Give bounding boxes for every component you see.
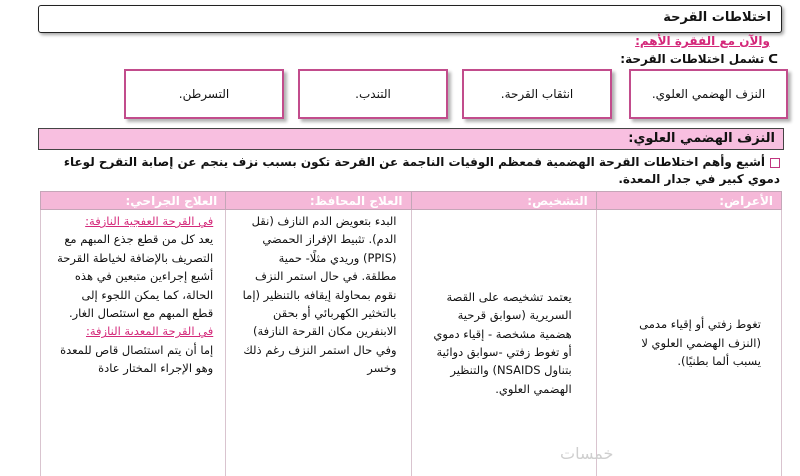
cell-conservative [226,210,411,476]
cell-surgical [41,210,226,476]
bullet-marker-icon: ᑕ [768,52,778,66]
complication-box: التسرطن. [124,69,284,119]
section-title-bar [38,128,784,150]
duodenal-text: يعد كل من قطع جذع المبهم مع التصريف بالإضافة لخياطة القرحة أشيع إجراءين متبعين في هذه الحالة، كما يمكن اللجوء إلى قطع المبهم مع استئصال الغار. [57,230,213,322]
symptoms-text: تغوط زفتي أو إقياء مدمى (النزف الهضمي العلوي لا يسبب ألما بطنيًا). [603,315,775,370]
section-title: النزف الهضمي العلوي: [628,131,775,146]
cell-diagnosis [411,210,596,476]
header-diagnosis: التشخيص: [411,192,596,210]
page-title: اختلاطات القرحة [663,10,771,25]
gastric-text: إما أن يتم استئصال قاص للمعدة وهو الإجراء المختار عادة [57,341,213,378]
complications-boxes [62,69,788,117]
conservative-text: البدء بتعويض الدم النازف (نقل الدم). تثبيط الإفراز الحمضي (PPIS) وريدي مثلًا- حمية مطلقة. في حال استمر النزف نقوم بمحاولة إيقافه بالتنظير (إما بالتخثير الكهربائي أو بحقن الابنفرين مكان القرحة النازفة) وفي حال استمر النزف رغم ذلك وخسر [242,212,396,378]
duodenal-heading: في القرحة العفجية النازفة: [57,212,213,230]
section-intro-heading: والآن مع الفقرة الأهم: [635,34,770,48]
complications-intro [620,52,778,66]
table-row [41,210,782,476]
square-bullet-icon [770,158,780,168]
watermark: خمسات [560,444,613,463]
gastric-heading: في القرحة المعدية النازفة: [57,322,213,340]
header-symptoms: الأعراض: [596,192,781,210]
complication-box: انثقاب القرحة. [462,69,612,119]
complication-box: النزف الهضمي العلوي. [629,69,788,119]
diagnosis-text: يعتمد تشخيصه على القصة السريرية (سوابق قرحية هضمية مشخصة - إقياء دموي أو تغوط زفتي -سوابق دوائية بتناول NSAIDS) والتنظير الهضمي العلوي. [418,288,590,398]
complications-intro-text: تشمل اختلاطات القرحة: [620,52,764,66]
header-conservative: العلاج المحافظ: [226,192,411,210]
table-header-row [41,192,782,210]
cell-symptoms [596,210,781,476]
bleeding-table [40,191,782,476]
section-paragraph-text: أشيع وأهم اختلاطات القرحة الهضمية فمعظم الوفيات الناجمة عن القرحة تكون بسبب نزف ينجم عن إصابة التقرح لوعاء دموي كبير في جدار المعدة. [64,155,780,186]
header-surgical: العلاج الجراحي: [41,192,226,210]
section-paragraph [28,154,780,188]
title-bar [38,5,782,33]
complication-box: التندب. [298,69,448,119]
